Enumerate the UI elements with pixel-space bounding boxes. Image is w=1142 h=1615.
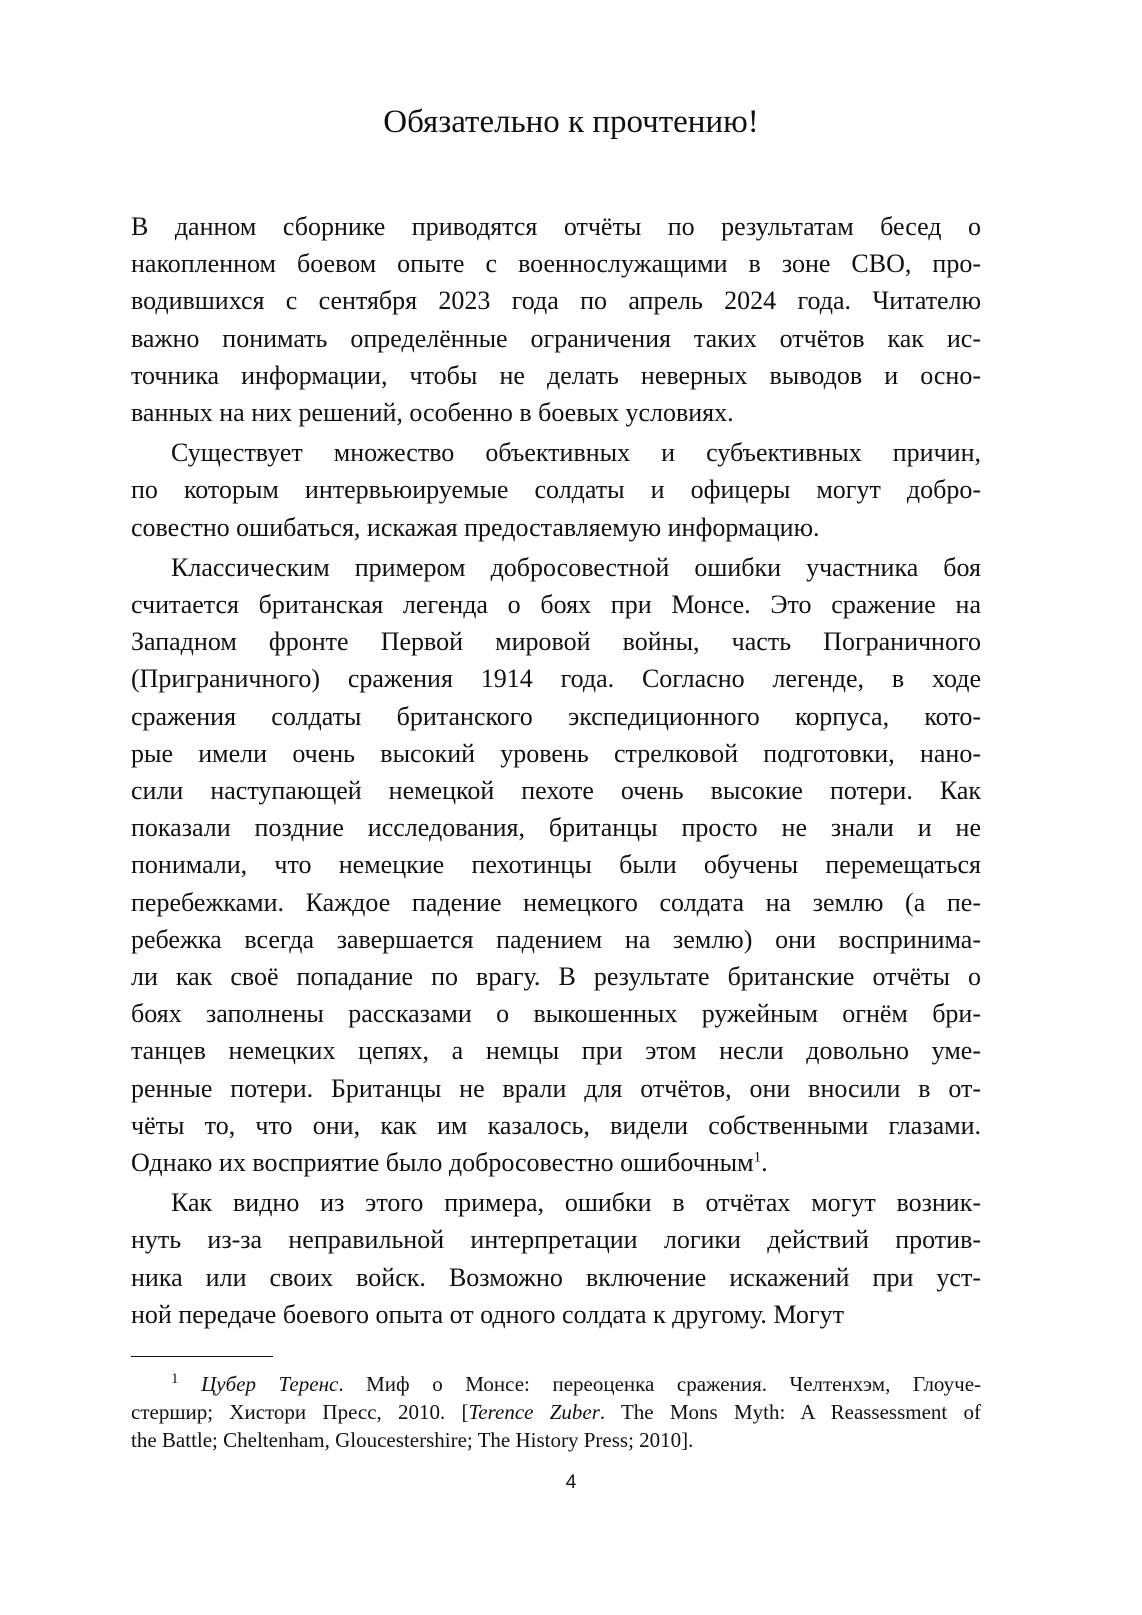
page-number: 4 — [565, 1472, 577, 1493]
text-line: Существует множество объективных и субъективных причин, — [171, 438, 981, 468]
text-line: ванных на них решений, особенно в боевых условиях. — [131, 398, 734, 428]
paragraph — [131, 1184, 981, 1333]
paragraph — [131, 549, 981, 1181]
text-line: ренные потери. Британцы не врали для отчётов, они вносили в от- — [131, 1073, 981, 1103]
text-line: сражения солдаты британского экспедиционного корпуса, кото- — [131, 701, 981, 731]
text-line: накопленном боевом опыте с военнослужащими в зоне СВО, про- — [131, 249, 981, 279]
footnote — [131, 1370, 981, 1454]
text-line: водившихся с сентября 2023 года по апрель 2024 года. Читателю — [131, 286, 981, 316]
text-line: ника или своих войск. Возможно включение искажений при уст- — [131, 1262, 981, 1292]
text-line: точника информации, чтобы не делать неверных выводов и осно- — [131, 360, 981, 390]
text-line: по которым интервьюируемые солдаты и офицеры могут добро- — [131, 475, 981, 505]
paragraph — [131, 434, 981, 546]
text-line: чёты то, что они, как им казалось, видели собственными глазами. — [131, 1110, 981, 1140]
page-title: Обязательно к прочтению! — [383, 104, 759, 140]
text-line: танцев немецких цепях, а немцы при этом несли довольно уме- — [131, 1036, 981, 1066]
footnote-author-en: Terence Zuber — [468, 1400, 600, 1424]
footnote-reference[interactable]: 1 — [753, 1149, 762, 1166]
text-line: перебежками. Каждое падение немецкого солдата на землю (а пе- — [131, 887, 981, 917]
text-line: ребежка всегда завершается падением на землю) они воспринима- — [131, 924, 981, 954]
footnote-number: 1 — [171, 1371, 179, 1387]
text-line: сили наступающей немецкой пехоте очень высокие потери. Как — [131, 776, 981, 806]
footnote-line — [131, 1398, 981, 1426]
text-line: (Приграничного) сражения 1914 года. Согласно легенде, в ходе — [131, 664, 981, 694]
footnote-text: стершир; Хистори Пресс, 2010. [ — [131, 1400, 469, 1424]
text-line: рые имели очень высокий уровень стрелковой подготовки, нано- — [131, 738, 981, 768]
footnote-text: . Миф о Монсе: переоценка сражения. Челтенхэм, Глоуче- — [338, 1372, 982, 1396]
text-line: считается британская легенда о боях при Монсе. Это сражение на — [131, 590, 981, 620]
footnote-author: Цубер Теренс — [201, 1372, 339, 1396]
text-line: показали поздние исследования, британцы просто не знали и не — [131, 813, 981, 843]
footnote-line — [131, 1370, 981, 1398]
text-line: ли как своё попадание по врагу. В результате британские отчёты о — [131, 962, 981, 992]
paragraph — [131, 208, 981, 431]
text-line: Как видно из этого примера, ошибки в отчётах могут возник- — [171, 1188, 981, 1218]
text-line: Однако их восприятие было добросовестно ошибочным$^1$. — [131, 1148, 768, 1178]
text-line: совестно ошибаться, искажая предоставляемую информацию. — [131, 512, 820, 542]
text-line: боях заполнены рассказами о выкошенных ружейным огнём бри- — [131, 999, 981, 1029]
text-line: нуть из-за неправильной интерпретации логики действий против- — [131, 1225, 981, 1255]
footnote-text: . The Mons Myth: A Reassessment of — [599, 1400, 981, 1424]
text-line: В данном сборнике приводятся отчёты по результатам бесед о — [131, 212, 981, 241]
text-line: Западном фронте Первой мировой войны, часть Пограничного — [131, 627, 981, 657]
text-line: ной передаче боевого опыта от одного солдата к другому. Могут — [131, 1299, 844, 1329]
text-line: понимали, что немецкие пехотинцы были обучены перемещаться — [131, 850, 981, 880]
footnote-divider — [131, 1356, 273, 1357]
body-text — [131, 208, 981, 1336]
text-line: Классическим примером добросовестной ошибки участника боя — [171, 552, 981, 582]
text-line: важно понимать определённые ограничения таких отчётов как ис- — [131, 323, 981, 353]
footnote-line: the Battle; Cheltenham, Gloucestershire; The History Press; 2010]. — [131, 1428, 694, 1452]
